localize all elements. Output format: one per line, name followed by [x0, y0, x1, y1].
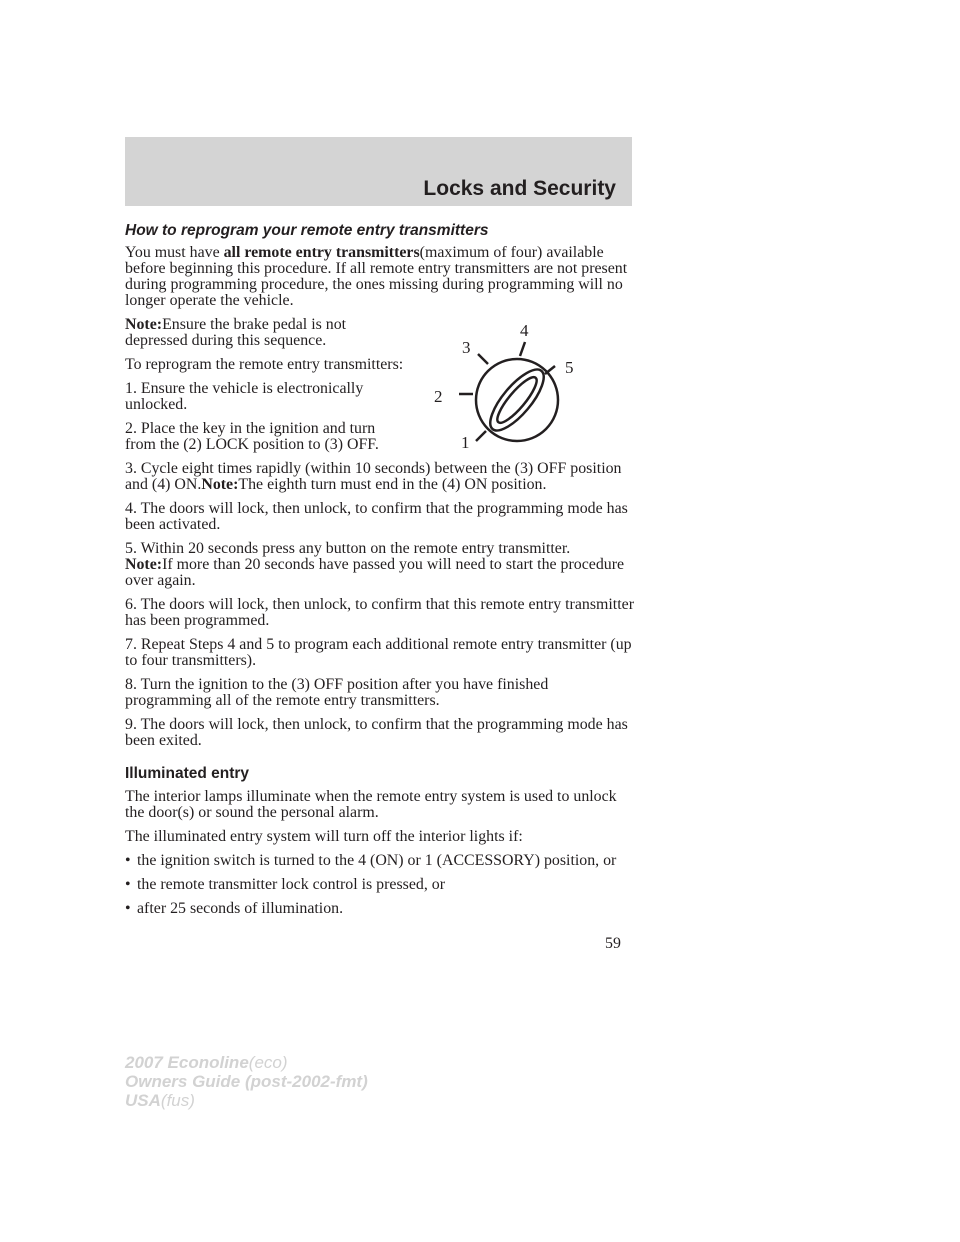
section-header-band: [125, 137, 632, 206]
step-5-text: 5. Within 20 seconds press any button on the remote entry transmitter.: [125, 540, 571, 557]
position-label-4: 4: [520, 321, 529, 340]
step-9: 9. The doors will lock, then unlock, to confirm that the programming mode has been exited.: [125, 716, 628, 749]
section-title: How to reprogram your remote entry transmitters: [125, 222, 489, 239]
intro-pre: You must have: [125, 244, 224, 261]
step-3: [125, 461, 635, 493]
section-header-title: Locks and Security: [423, 177, 616, 200]
list-item: [125, 901, 635, 917]
turn-off-conditions-list: [125, 853, 635, 917]
step-2: 2. Place the key in the ignition and turn from the (2) LOCK position to (3) OFF.: [125, 420, 379, 453]
list-item-text: after 25 seconds of illumination.: [137, 900, 344, 917]
ignition-switch-diagram: [420, 305, 595, 465]
step-5-note-text: If more than 20 seconds have passed you will need to start the procedure over again.: [125, 556, 625, 589]
page-number: 59: [605, 935, 621, 952]
step-5: [125, 541, 635, 589]
list-item: [125, 877, 635, 893]
intro-post: (maximum of four) available before beginning this procedure. If all remote entry transmitters are not present during programming procedure, the ones missing during programming will no longer operate the vehicle.: [125, 244, 628, 309]
note-brake-pedal: [125, 317, 410, 349]
position-tick-3: [478, 354, 488, 364]
step-3-note-text: The eighth turn must end in the (4) ON position.: [238, 476, 547, 493]
list-item: [125, 853, 635, 869]
illuminated-entry-heading: Illuminated entry: [125, 765, 250, 782]
position-label-1: 1: [461, 433, 470, 452]
footer-market: USA: [125, 1091, 161, 1110]
position-tick-1: [476, 431, 486, 441]
illuminated-paragraph-2: The illuminated entry system will turn off the interior lights if:: [125, 828, 523, 845]
footer-market-code: (fus): [160, 1091, 195, 1110]
step-8: 8. Turn the ignition to the (3) OFF position after you have finished programming all of the remote entry transmitters.: [125, 676, 549, 709]
intro-bold: all remote entry transmitters: [223, 244, 420, 261]
footer-model: 2007 Econoline: [125, 1053, 249, 1072]
list-item-text: the remote transmitter lock control is pressed, or: [137, 876, 446, 893]
footer-model-code: (eco): [248, 1053, 288, 1072]
footer-line-1: [125, 1053, 368, 1072]
position-tick-4: [520, 342, 525, 356]
footer-guide: Owners Guide (post-2002-fmt): [125, 1072, 368, 1091]
note-text: Ensure the brake pedal is not depressed during this sequence.: [125, 316, 347, 349]
position-label-2: 2: [434, 387, 443, 406]
ignition-cylinder-icon: [476, 359, 558, 441]
step-5-note-label: Note:: [125, 556, 163, 573]
step-3-note-label: Note:: [201, 476, 239, 493]
to-reprogram-text: To reprogram the remote entry transmitters:: [125, 356, 404, 373]
step-1: 1. Ensure the vehicle is electronically unlocked.: [125, 380, 364, 413]
illuminated-paragraph-1: The interior lamps illuminate when the remote entry system is used to unlock the door(s) or sound the personal alarm.: [125, 788, 617, 821]
step-4: 4. The doors will lock, then unlock, to confirm that the programming mode has been activated.: [125, 500, 628, 533]
list-item-text: the ignition switch is turned to the 4 (ON) or 1 (ACCESSORY) position, or: [137, 852, 617, 869]
bullet-icon: •: [125, 900, 131, 917]
key-slot-icon: [482, 362, 552, 438]
intro-paragraph: [125, 245, 635, 309]
bullet-icon: •: [125, 852, 131, 869]
step-6: 6. The doors will lock, then unlock, to confirm that this remote entry transmitter has been programmed.: [125, 596, 634, 629]
document-footer: [125, 1053, 368, 1110]
note-label: Note:: [125, 316, 163, 333]
step-3-text: 3. Cycle eight times rapidly (within 10 seconds) between the (3) OFF position and (4) ON.: [125, 460, 622, 493]
footer-line-3: [125, 1091, 368, 1110]
position-label-5: 5: [565, 358, 574, 377]
footer-line-2: [125, 1072, 368, 1091]
position-label-3: 3: [462, 338, 471, 357]
step-7: 7. Repeat Steps 4 and 5 to program each additional remote entry transmitter (up to four transmitters).: [125, 636, 632, 669]
bullet-icon: •: [125, 876, 131, 893]
